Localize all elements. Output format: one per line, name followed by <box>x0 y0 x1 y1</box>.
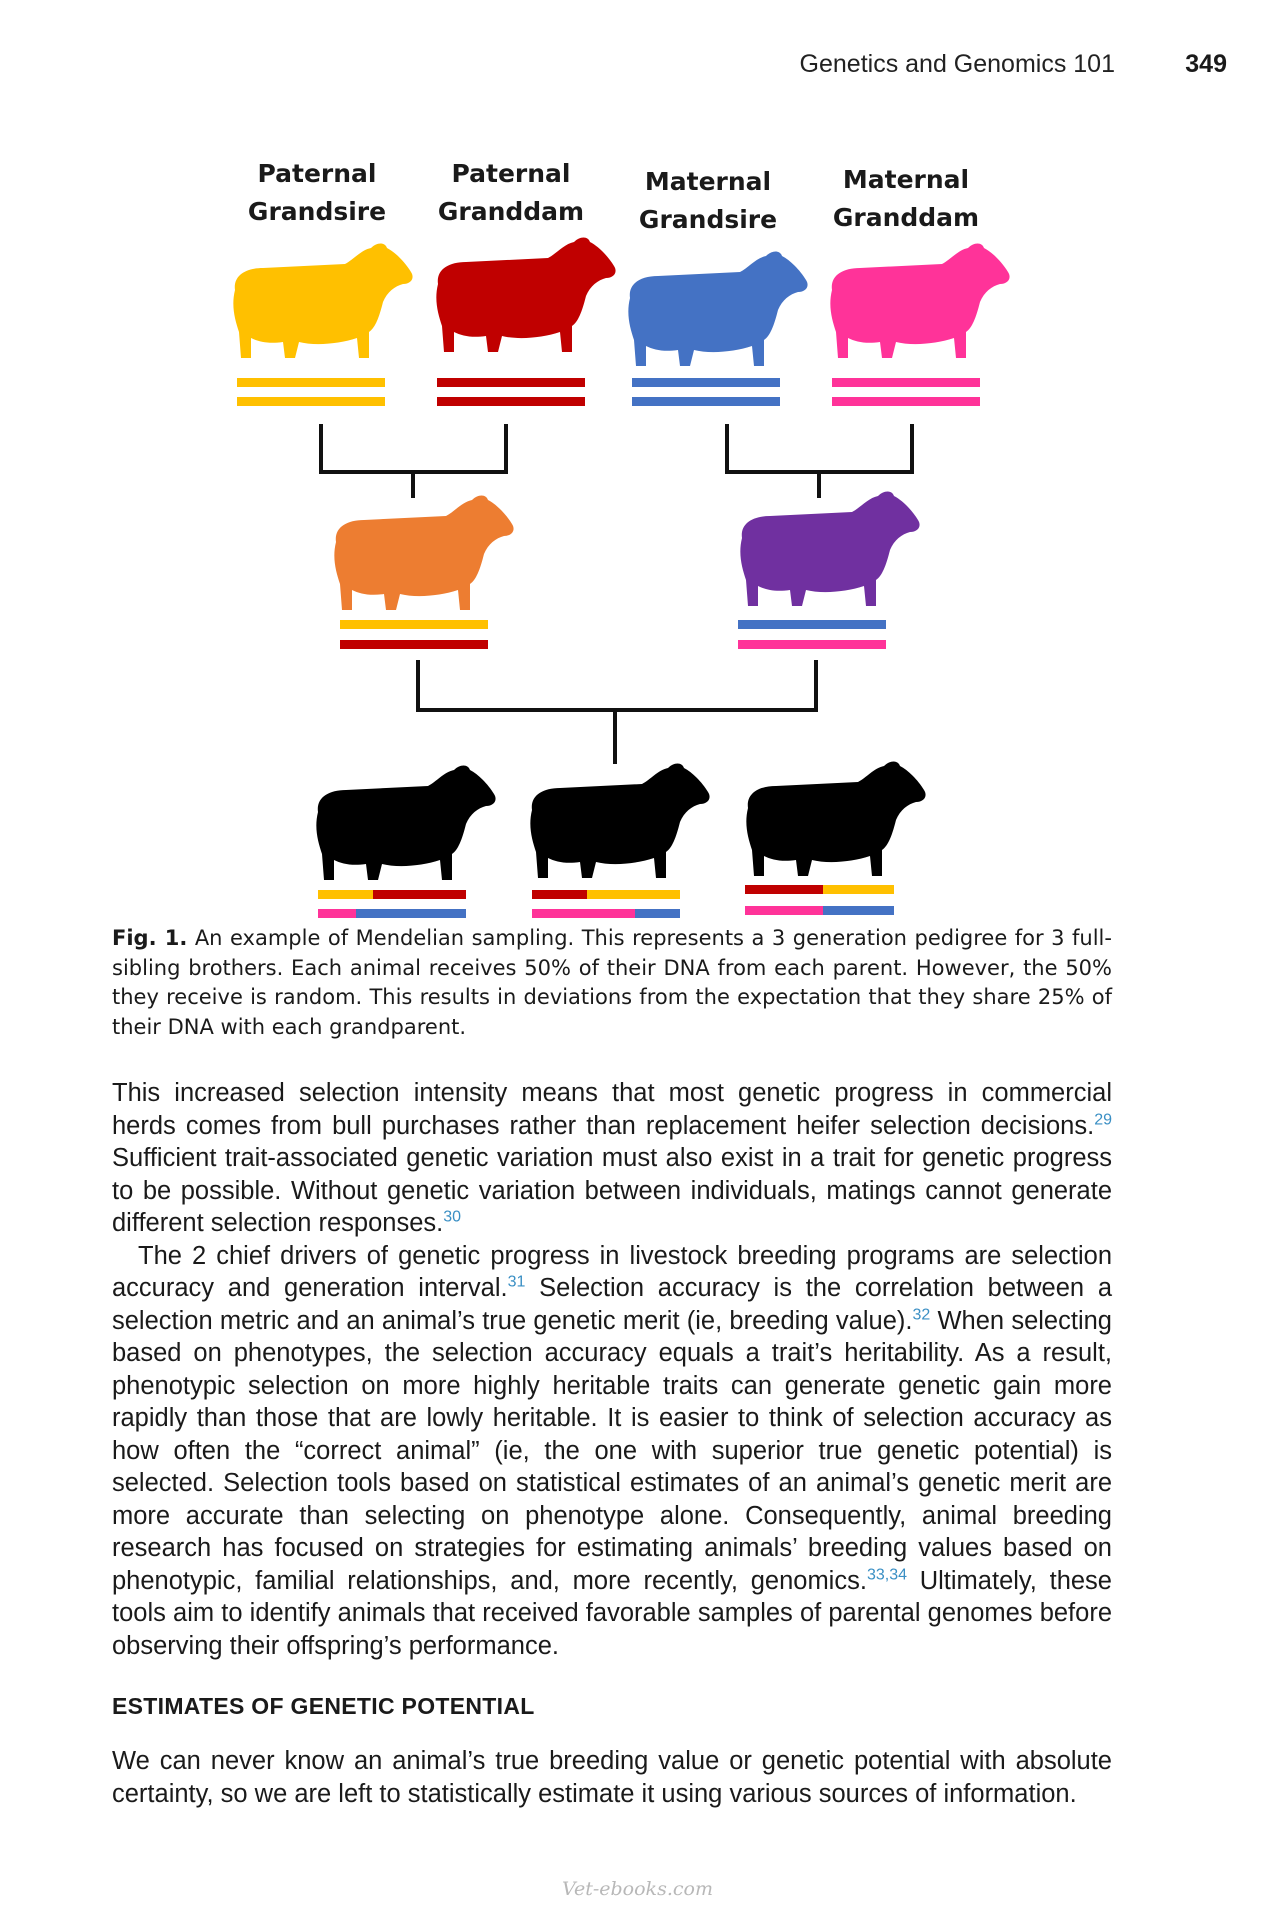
offspring-2-chromosomes <box>532 890 680 918</box>
sire-cow-icon <box>334 496 513 611</box>
page-number: 349 <box>1185 50 1227 78</box>
offspring-2-chromosome-2-segment-a <box>532 909 635 918</box>
running-title: Genetics and Genomics 101 <box>799 50 1115 78</box>
maternal-granddam-label-line2: Granddam <box>832 203 980 232</box>
paternal-grandsire-chromosome-2 <box>237 397 385 406</box>
grandparent-labels <box>248 159 979 234</box>
maternal-grandsire-label-line1: Maternal <box>644 167 772 196</box>
paragraph-1-text-a: This increased selection intensity means that most genetic progress in commercial herds comes from bull purchases rather than replacement heifer selection decisions. <box>112 1079 1112 1140</box>
reference-separator: , <box>884 1566 890 1583</box>
figure-number: Fig. 1. <box>112 926 188 950</box>
offspring-connector <box>418 660 816 764</box>
reference-29-link[interactable]: 29 <box>1094 1111 1112 1128</box>
offspring-3-chromosomes <box>745 885 894 915</box>
reference-33-link[interactable]: 33 <box>866 1566 885 1583</box>
reference-32-link[interactable]: 32 <box>912 1306 931 1323</box>
paternal-granddam-chromosome-1 <box>437 378 585 387</box>
paragraph-2-text-c: When selecting based on phenotypes, the selection accuracy equals a trait’s heritability. As a result, phenotypic selection on more highly heritable traits can generate genetic gain more rapidly than those that are lowly heritable. It is easier to think of selection accuracy as how often the “correct animal” (ie, the one with superior true genetic potential) is selected. Selection tools based on statistical estimates of an animal’s genetic merit are more accurate than selecting on phenotype alone. Consequently, animal breeding research has focused on strategies for estimating animals’ breeding values based on phenotypic, familial relationships, and, more recently, genomics. <box>112 1306 1112 1595</box>
watermark-logo: Vet-ebooks.com <box>562 1878 713 1900</box>
paternal-grandsire-label-line2: Grandsire <box>247 197 387 226</box>
dam-chromosome-2 <box>738 640 886 649</box>
maternal-grandsire-cow-icon <box>628 252 807 367</box>
paragraph-2-text-a: The 2 chief drivers of genetic progress in livestock breeding programs are selection accuracy and generation interval. <box>112 1241 1112 1302</box>
offspring-3-chromosome-1-segment-b <box>823 885 894 894</box>
maternal-grandsire-chromosome-2 <box>632 397 780 406</box>
paragraph-2-text-b: Selection accuracy is the correlation between a selection metric and an animal’s true genetic merit (ie, breeding value). <box>112 1274 1113 1335</box>
offspring-1-chromosome-1-segment-a <box>318 890 373 899</box>
paternal-granddam-label-line2: Granddam <box>437 197 585 226</box>
paternal-connector <box>321 424 506 498</box>
offspring-1-chromosome-2-segment-b <box>356 909 466 918</box>
offspring-2-chromosome-1-segment-a <box>532 890 587 899</box>
body-paragraphs <box>112 1077 1112 1662</box>
paragraph-2 <box>112 1240 1112 1663</box>
paternal-granddam-cow-icon <box>436 238 615 353</box>
paragraph-2-text-d: Ultimately, these tools aim to identify animals that received favorable samples of parental genomes before observing their offspring’s performance. <box>112 1566 1112 1660</box>
offspring-3-chromosome-2-segment-b <box>823 906 894 915</box>
dam-cow-icon <box>740 492 919 607</box>
offspring-2-cow-icon <box>530 764 709 879</box>
maternal-granddam-cow-icon <box>830 244 1009 359</box>
paragraph-3-text: We can never know an animal’s true breeding value or genetic potential with absolute certainty, so we are left to statistically estimate it using various sources of information. <box>112 1747 1112 1808</box>
offspring-2-chromosome-2-segment-b <box>635 909 680 918</box>
figure-caption <box>112 924 1112 1042</box>
offspring-1-chromosomes <box>318 890 466 918</box>
paragraph-1 <box>112 1077 1112 1240</box>
maternal-grandsire-chromosome-1 <box>632 378 780 387</box>
figure-caption-text: An example of Mendelian sampling. This represents a 3 generation pedigree for 3 full-sibling brothers. Each animal receives 50% of their DNA from each parent. However, the 50% they receive is random. This results in deviations from the expectation that they share 25% of their DNA with each grandparent. <box>112 926 1112 1039</box>
reference-31-link[interactable]: 31 <box>507 1273 526 1291</box>
offspring-3-chromosome-1-segment-a <box>745 885 823 894</box>
paternal-grandsire-chromosome-1 <box>237 378 385 387</box>
paternal-granddam-chromosome-2 <box>437 397 585 406</box>
paragraph-1-text-b: Sufficient trait-associated genetic variation must also exist in a trait for genetic progress to be possible. Without genetic variation between individuals, matings cannot generate different selection responses. <box>112 1144 1112 1237</box>
offspring-3-chromosome-2-segment-a <box>745 906 823 915</box>
paternal-grandsire-label-line1: Paternal <box>257 159 377 188</box>
sire-chromosome-1 <box>340 620 488 629</box>
pedigree-figure <box>0 0 1275 920</box>
offspring-2-chromosome-1-segment-b <box>587 890 680 899</box>
offspring-1-chromosome-2-segment-a <box>318 909 356 918</box>
maternal-granddam-chromosome-2 <box>832 397 980 406</box>
reference-34-link[interactable]: 34 <box>889 1566 907 1583</box>
offspring-3-cow-icon <box>746 762 925 877</box>
section-heading: ESTIMATES OF GENETIC POTENTIAL <box>112 1693 535 1719</box>
paternal-granddam-label-line1: Paternal <box>451 159 571 188</box>
maternal-grandsire-label-line2: Grandsire <box>638 205 778 234</box>
offspring-1-cow-icon <box>316 766 495 881</box>
maternal-granddam-chromosome-1 <box>832 378 980 387</box>
reference-30-link[interactable]: 30 <box>443 1208 462 1226</box>
sire-chromosome-2 <box>340 640 488 649</box>
offspring-1-chromosome-1-segment-b <box>373 890 466 899</box>
maternal-connector <box>727 424 912 498</box>
paternal-grandsire-cow-icon <box>233 244 412 359</box>
dam-chromosome-1 <box>738 620 886 629</box>
paragraph-3 <box>112 1745 1112 1810</box>
maternal-granddam-label-line1: Maternal <box>842 165 970 194</box>
